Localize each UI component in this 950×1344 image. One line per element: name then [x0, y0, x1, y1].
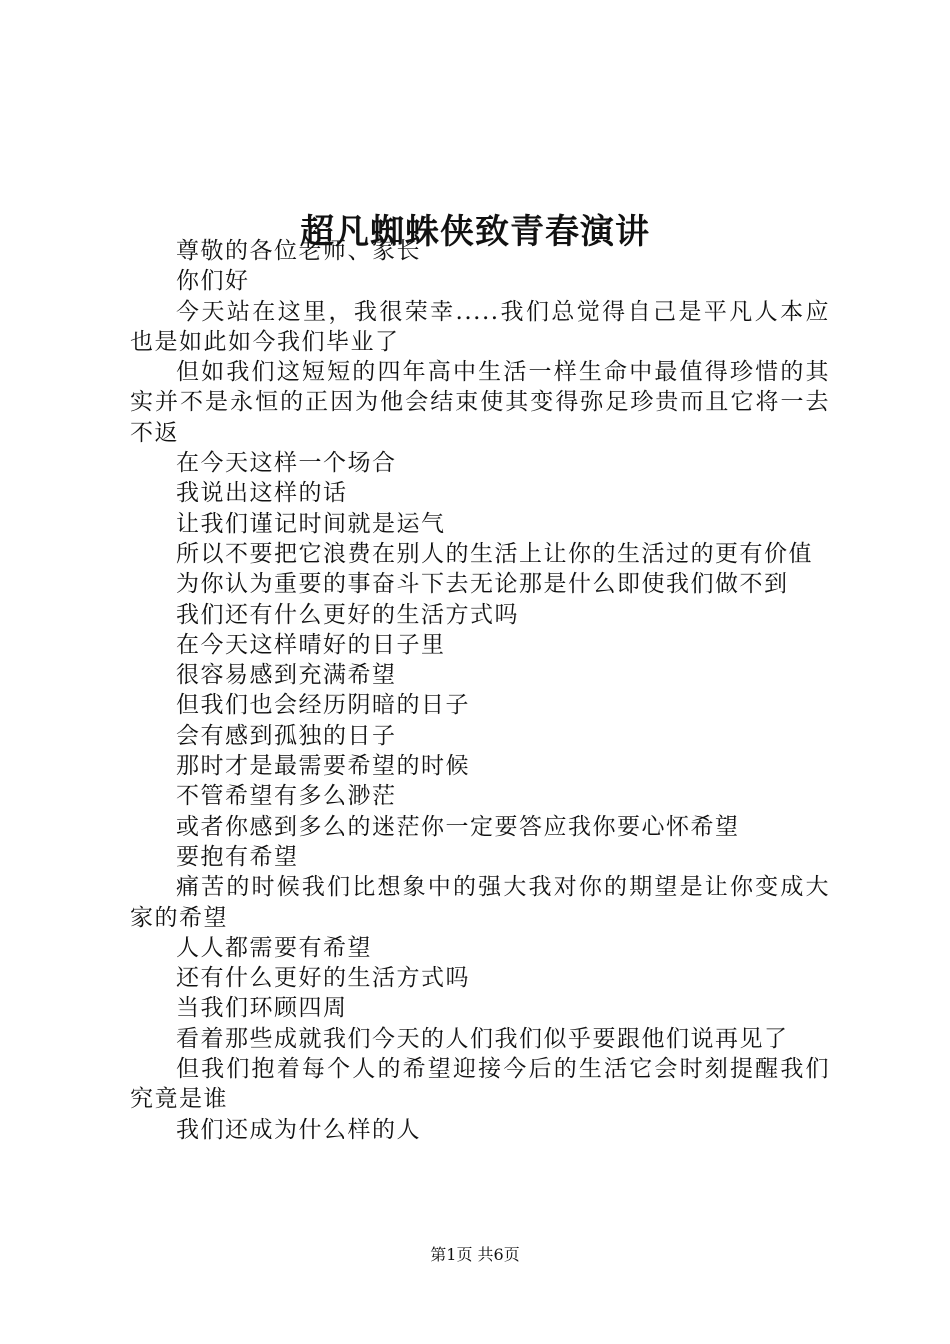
paragraph: 当我们环顾四周 — [176, 995, 348, 1022]
document-title: 超凡蜘蛛侠致青春演讲 — [300, 211, 650, 252]
paragraph: 尊敬的各位老师、家长 — [176, 238, 421, 264]
paragraph: 但如我们这短短的四年高中生活一样生命中最值得珍惜的其实并不是永恒的正因为他会结束使其变得弥足珍贵而且它将一去不返 — [130, 359, 830, 446]
paragraph: 人人都需要有希望 — [176, 934, 372, 961]
paragraph: 我们还有什么更好的生活方式吗 — [176, 601, 519, 628]
page-number-footer: 第1页 共6页 — [430, 1245, 520, 1264]
paragraph: 很容易感到充满希望 — [176, 662, 397, 689]
paragraph: 那时才是最需要希望的时候 — [176, 753, 470, 780]
paragraph: 或者你感到多么的迷茫你一定要答应我你要心怀希望 — [176, 813, 740, 840]
paragraph: 要抱有希望 — [176, 843, 299, 870]
paragraph: 不管希望有多么渺茫 — [176, 783, 397, 810]
paragraph: 但我们也会经历阴暗的日子 — [176, 692, 470, 719]
paragraph: 今天站在这里，我很荣幸.....我们总觉得自己是平凡人本应也是如此如今我们毕业了 — [130, 298, 830, 355]
paragraph: 我们还成为什么样的人 — [176, 1116, 421, 1143]
paragraph: 你们好 — [176, 268, 250, 295]
paragraph: 看着那些成就我们今天的人们我们似乎要跟他们说再见了 — [176, 1025, 789, 1052]
paragraph: 但我们抱着每个人的希望迎接今后的生活它会时刻提醒我们究竟是谁 — [130, 1056, 830, 1113]
paragraph: 痛苦的时候我们比想象中的强大我对你的期望是让你变成大家的希望 — [130, 874, 830, 931]
paragraph: 会有感到孤独的日子 — [176, 722, 397, 749]
document-body — [130, 236, 830, 1145]
paragraph: 所以不要把它浪费在别人的生活上让你的生活过的更有价值 — [176, 540, 813, 567]
paragraph: 为你认为重要的事奋斗下去无论那是什么即使我们做不到 — [176, 571, 789, 598]
paragraph: 还有什么更好的生活方式吗 — [176, 965, 470, 992]
paragraph: 我说出这样的话 — [176, 480, 348, 507]
paragraph: 让我们谨记时间就是运气 — [176, 510, 446, 537]
paragraph: 在今天这样晴好的日子里 — [176, 631, 446, 658]
paragraph: 在今天这样一个场合 — [176, 450, 397, 477]
